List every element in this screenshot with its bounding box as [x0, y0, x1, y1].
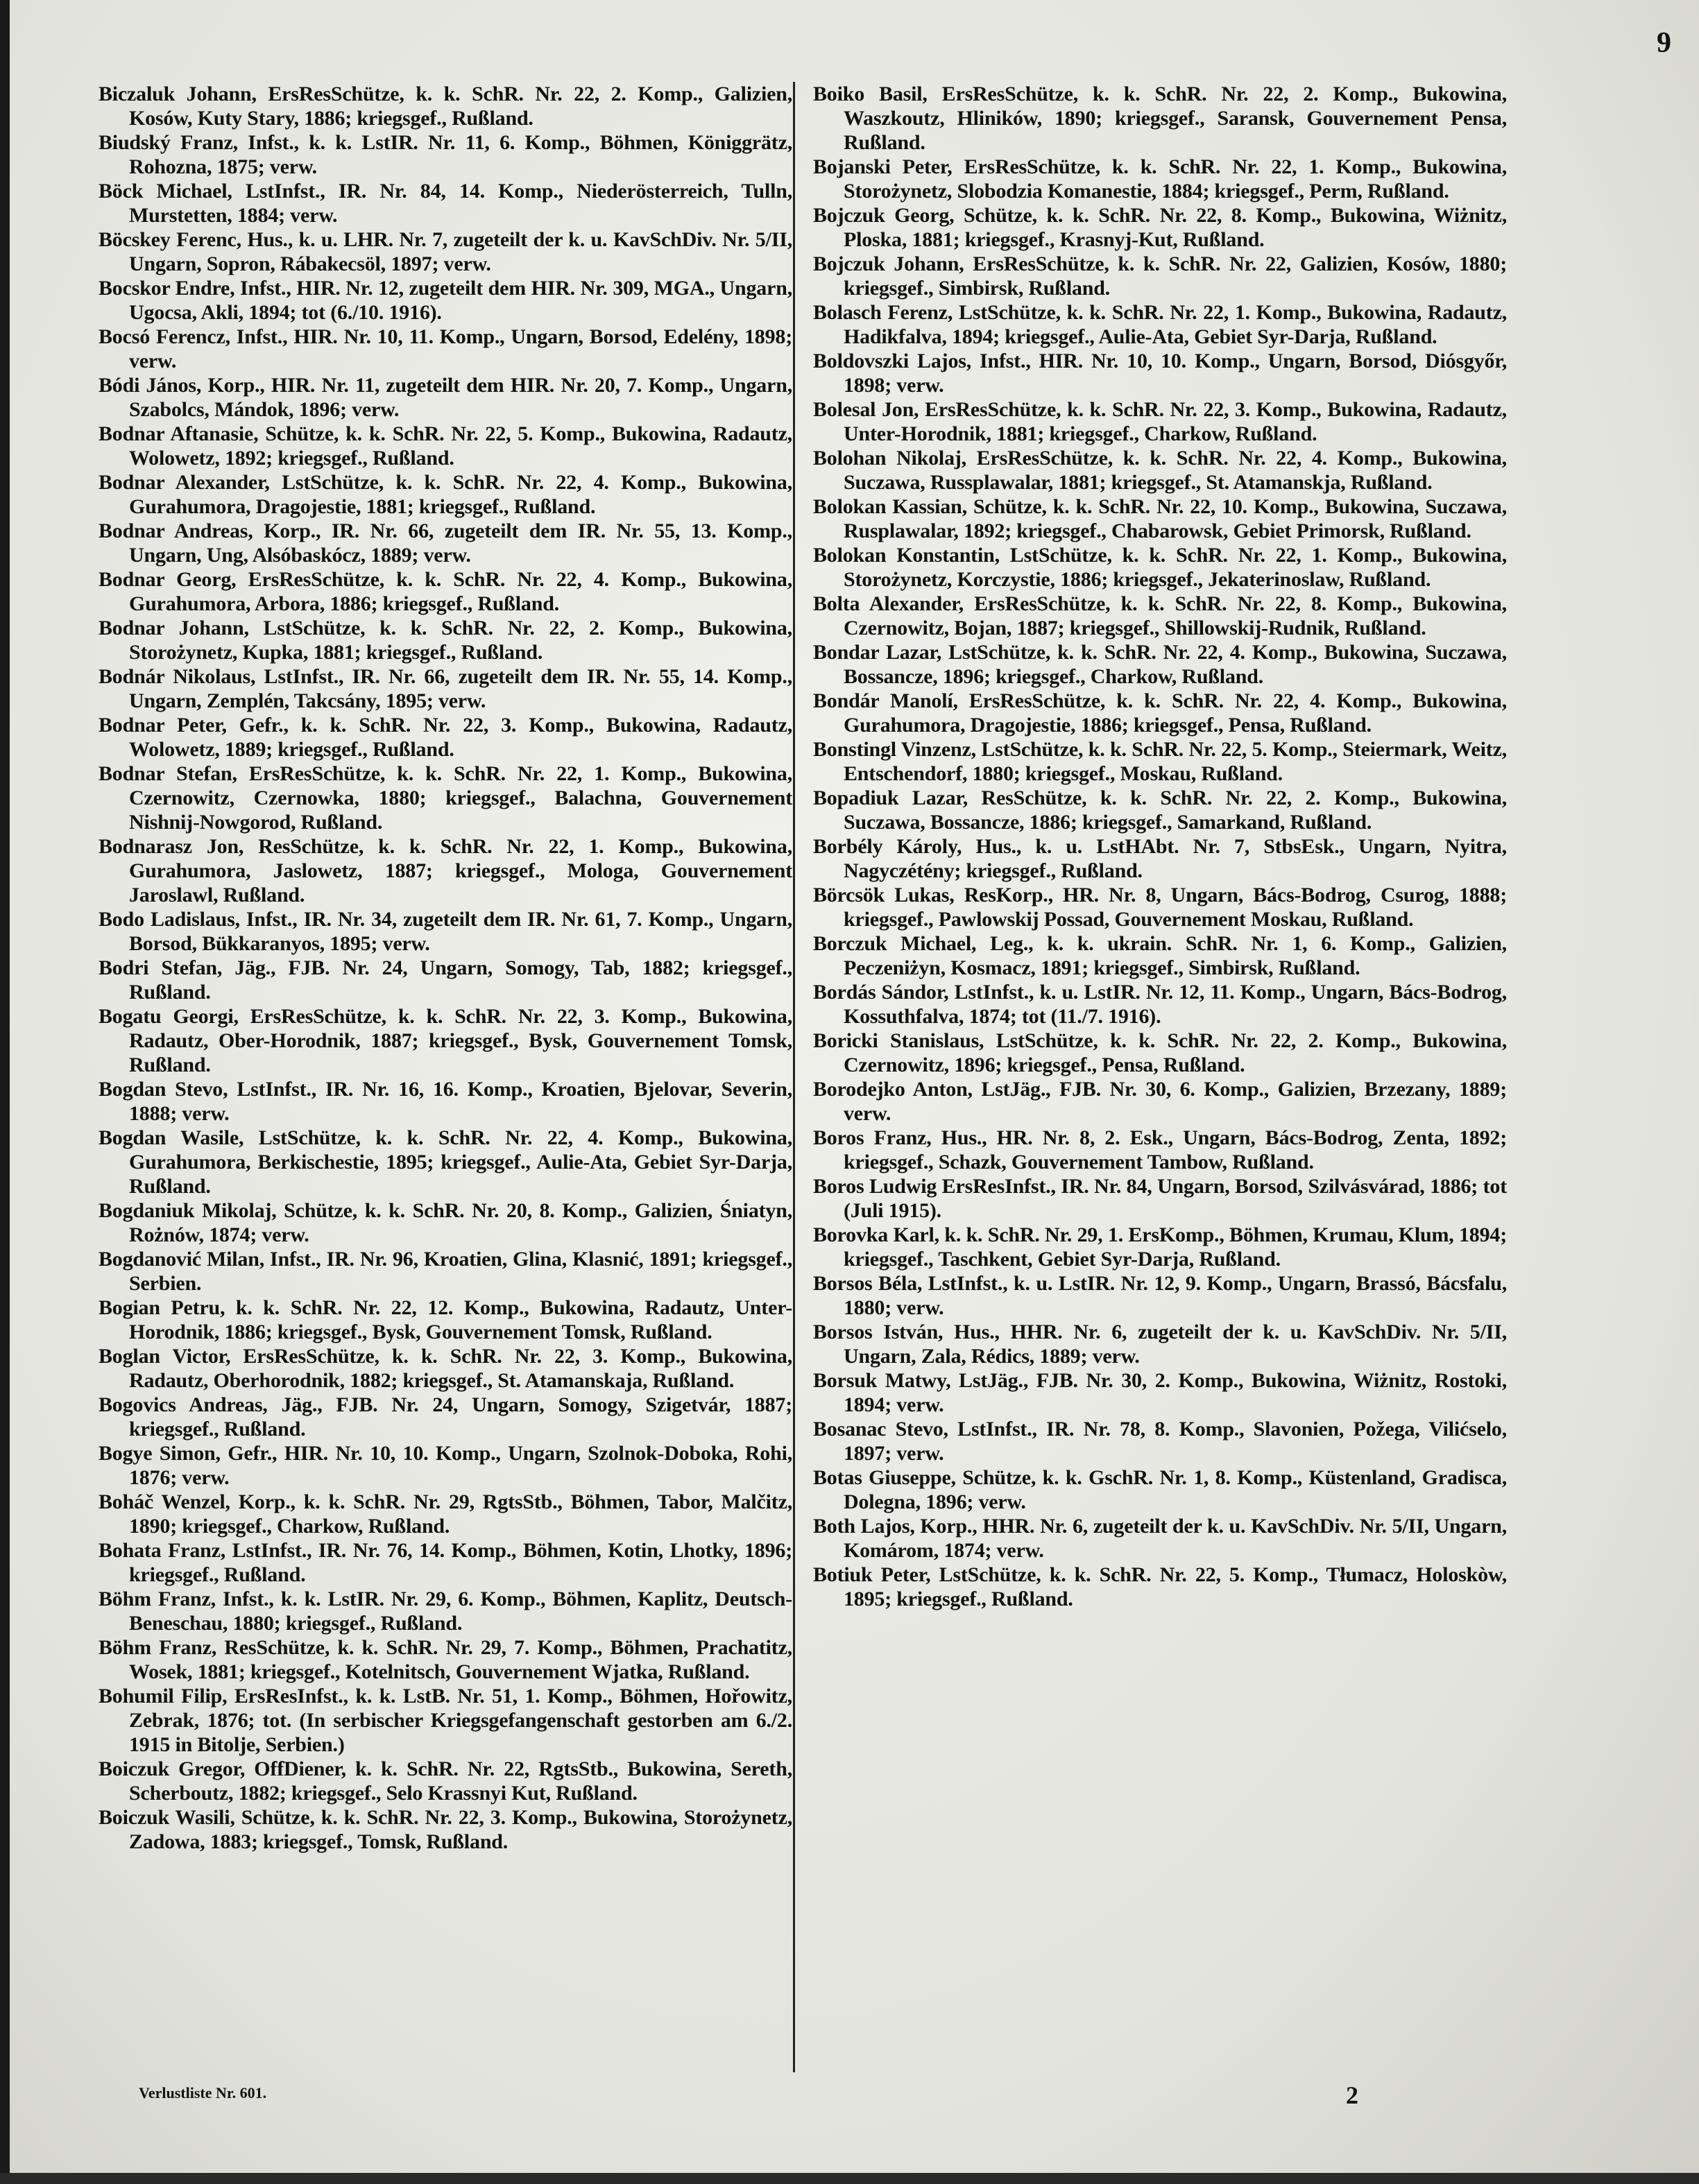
list-entry: Biczaluk Johann, ErsResSchütze, k. k. SchR. Nr. 22, 2. Komp., Galizien, Kosów, Kuty Stary, 1886; kriegsgef., Rußland. — [99, 83, 792, 130]
list-entry: Borsuk Matwy, LstJäg., FJB. Nr. 30, 2. Komp., Bukowina, Wiżnitz, Rostoki, 1894; verw. — [813, 1369, 1507, 1416]
right-column — [813, 82, 1507, 1611]
list-entry: Bodnar Peter, Gefr., k. k. SchR. Nr. 22, 3. Komp., Bukowina, Radautz, Wolowetz, 1889; kriegsgef., Rußland. — [99, 714, 792, 761]
list-entry: Bogdanović Milan, Infst., IR. Nr. 96, Kroatien, Glina, Klasnić, 1891; kriegsgef., Serbien. — [99, 1248, 792, 1295]
list-entry: Bojanski Peter, ErsResSchütze, k. k. SchR. Nr. 22, 1. Komp., Bukowina, Storożynetz, Slobodzia Komanestie, 1884; kriegsgef., Perm, Rußland. — [813, 155, 1507, 203]
footer-note: Verlustliste Nr. 601. — [139, 2084, 267, 2101]
list-entry: Bolta Alexander, ErsResSchütze, k. k. SchR. Nr. 22, 8. Komp., Bukowina, Czernowitz, Bojan, 1887; kriegsgef., Shillowskij-Rudnik, Rußland. — [813, 592, 1507, 639]
list-entry: Borodejko Anton, LstJäg., FJB. Nr. 30, 6. Komp., Galizien, Brzezany, 1889; verw. — [813, 1078, 1507, 1125]
list-entry: Boros Ludwig ErsResInfst., IR. Nr. 84, Ungarn, Borsod, Szilvásvárad, 1886; tot (Juli 1915). — [813, 1175, 1507, 1222]
list-entry: Börcsök Lukas, ResKorp., HR. Nr. 8, Ungarn, Bács-Bodrog, Csurog, 1888; kriegsgef., Pawlowskij Possad, Gouvernement Moskau, Rußland. — [813, 884, 1507, 931]
scan-left-edge — [0, 0, 10, 2184]
list-entry: Böcskey Ferenc, Hus., k. u. LHR. Nr. 7, zugeteilt der k. u. KavSchDiv. Nr. 5/II, Ungarn, Sopron, Rábakecsöl, 1897; verw. — [99, 228, 792, 275]
list-entry: Bopadiuk Lazar, ResSchütze, k. k. SchR. Nr. 22, 2. Komp., Bukowina, Suczawa, Bossancze, 1886; kriegsgef., Samarkand, Rußland. — [813, 786, 1507, 834]
list-entry: Bogovics Andreas, Jäg., FJB. Nr. 24, Ungarn, Somogy, Szigetvár, 1887; kriegsgef., Rußland. — [99, 1393, 792, 1441]
list-entry: Bolesal Jon, ErsResSchütze, k. k. SchR. Nr. 22, 3. Komp., Bukowina, Radautz, Unter-Horodnik, 1881; kriegsgef., Charkow, Rußland. — [813, 398, 1507, 445]
list-entry: Bodnar Georg, ErsResSchütze, k. k. SchR. Nr. 22, 4. Komp., Bukowina, Gurahumora, Arbora, 1886; kriegsgef., Rußland. — [99, 568, 792, 615]
page-number: 9 — [1657, 27, 1671, 59]
list-entry: Boricki Stanislaus, LstSchütze, k. k. SchR. Nr. 22, 2. Komp., Bukowina, Czernowitz, 1896; kriegsgef., Pensa, Rußland. — [813, 1029, 1507, 1076]
list-entry: Bódi János, Korp., HIR. Nr. 11, zugeteilt dem HIR. Nr. 20, 7. Komp., Ungarn, Szabolcs, Mándok, 1896; verw. — [99, 374, 792, 421]
list-entry: Bodnár Nikolaus, LstInfst., IR. Nr. 66, zugeteilt dem IR. Nr. 55, 14. Komp., Ungarn, Zemplén, Takcsány, 1895; verw. — [99, 665, 792, 712]
list-entry: Bogatu Georgi, ErsResSchütze, k. k. SchR. Nr. 22, 3. Komp., Bukowina, Radautz, Ober-Horodnik, 1887; kriegsgef., Bysk, Gouvernement Tomsk, Rußland. — [99, 1005, 792, 1076]
list-entry: Borsos Béla, LstInfst., k. u. LstIR. Nr. 12, 9. Komp., Ungarn, Brassó, Bácsfalu, 1880; verw. — [813, 1272, 1507, 1319]
list-entry: Bojczuk Georg, Schütze, k. k. SchR. Nr. 22, 8. Komp., Bukowina, Wiżnitz, Ploska, 1881; kriegsgef., Krasnyj-Kut, Rußland. — [813, 204, 1507, 251]
list-entry: Both Lajos, Korp., HHR. Nr. 6, zugeteilt der k. u. KavSchDiv. Nr. 5/II, Ungarn, Komárom, 1874; verw. — [813, 1515, 1507, 1562]
list-entry: Boglan Victor, ErsResSchütze, k. k. SchR. Nr. 22, 3. Komp., Bukowina, Radautz, Oberhorodnik, 1882; kriegsgef., St. Atamanskaja, Rußland. — [99, 1345, 792, 1392]
list-entry: Bolasch Ferenz, LstSchütze, k. k. SchR. Nr. 22, 1. Komp., Bukowina, Radautz, Hadikfalva, 1894; kriegsgef., Aulie-Ata, Gebiet Syr-Darja, Rußland. — [813, 301, 1507, 348]
list-entry: Bodnar Stefan, ErsResSchütze, k. k. SchR. Nr. 22, 1. Komp., Bukowina, Czernowitz, Czernowka, 1880; kriegsgef., Balachna, Gouvernement Nishnij-Nowgorod, Rußland. — [99, 762, 792, 834]
list-entry: Bonstingl Vinzenz, LstSchütze, k. k. SchR. Nr. 22, 5. Komp., Steiermark, Weitz, Entschendorf, 1880; kriegsgef., Moskau, Rußland. — [813, 738, 1507, 785]
list-entry: Boiczuk Gregor, OffDiener, k. k. SchR. Nr. 22, RgtsStb., Bukowina, Sereth, Scherboutz, 1882; kriegsgef., Selo Krassnyi Kut, Rußland. — [99, 1757, 792, 1805]
list-entry: Bodnar Johann, LstSchütze, k. k. SchR. Nr. 22, 2. Komp., Bukowina, Storożynetz, Kupka, 1881; kriegsgef., Rußland. — [99, 617, 792, 664]
list-entry: Boiczuk Wasili, Schütze, k. k. SchR. Nr. 22, 3. Komp., Bukowina, Storożynetz, Zadowa, 1883; kriegsgef., Tomsk, Rußland. — [99, 1806, 792, 1853]
list-entry: Bocsó Ferencz, Infst., HIR. Nr. 10, 11. Komp., Ungarn, Borsod, Edelény, 1898; verw. — [99, 325, 792, 372]
list-entry: Botas Giuseppe, Schütze, k. k. GschR. Nr. 1, 8. Komp., Küstenland, Gradisca, Dolegna, 1896; verw. — [813, 1466, 1507, 1513]
list-entry: Bodo Ladislaus, Infst., IR. Nr. 34, zugeteilt dem IR. Nr. 61, 7. Komp., Ungarn, Borsod, Bükkaranyos, 1895; verw. — [99, 908, 792, 955]
list-entry: Bodnarasz Jon, ResSchütze, k. k. SchR. Nr. 22, 1. Komp., Bukowina, Gurahumora, Jaslowetz, 1887; kriegsgef., Mologa, Gouvernement Jaroslawl, Rußland. — [99, 835, 792, 906]
list-entry: Borczuk Michael, Leg., k. k. ukrain. SchR. Nr. 1, 6. Komp., Galizien, Peczeniżyn, Kosmacz, 1891; kriegsgef., Simbirsk, Rußland. — [813, 932, 1507, 979]
list-entry: Boldovszki Lajos, Infst., HIR. Nr. 10, 10. Komp., Ungarn, Borsod, Diósgyőr, 1898; verw. — [813, 350, 1507, 397]
list-entry: Bordás Sándor, LstInfst., k. u. LstIR. Nr. 12, 11. Komp., Ungarn, Bács-Bodrog, Kossuthfalva, 1874; tot (11./7. 1916). — [813, 981, 1507, 1028]
list-entry: Bolokan Kassian, Schütze, k. k. SchR. Nr. 22, 10. Komp., Bukowina, Suczawa, Rusplawalar, 1892; kriegsgef., Chabarowsk, Gebiet Primorsk, Rußland. — [813, 495, 1507, 542]
list-entry: Borbély Károly, Hus., k. u. LstHAbt. Nr. 7, StbsEsk., Ungarn, Nyitra, Nagyczétény; kriegsgef., Rußland. — [813, 835, 1507, 882]
list-entry: Bohata Franz, LstInfst., IR. Nr. 76, 14. Komp., Böhmen, Kotin, Lhotky, 1896; kriegsgef., Rußland. — [99, 1539, 792, 1586]
list-entry: Böck Michael, LstInfst., IR. Nr. 84, 14. Komp., Niederösterreich, Tulln, Murstetten, 1884; verw. — [99, 180, 792, 227]
list-entry: Botiuk Peter, LstSchütze, k. k. SchR. Nr. 22, 5. Komp., Tłumacz, Holoskòw, 1895; kriegsgef., Rußland. — [813, 1563, 1507, 1610]
list-entry: Biudský Franz, Infst., k. k. LstIR. Nr. 11, 6. Komp., Böhmen, Königgrätz, Rohozna, 1875; verw. — [99, 131, 792, 178]
list-entry: Bocskor Endre, Infst., HIR. Nr. 12, zugeteilt dem HIR. Nr. 309, MGA., Ungarn, Ugocsa, Akli, 1894; tot (6./10. 1916). — [99, 277, 792, 324]
list-entry: Bogian Petru, k. k. SchR. Nr. 22, 12. Komp., Bukowina, Radautz, Unter-Horodnik, 1886; kriegsgef., Bysk, Gouvernement Tomsk, Rußland. — [99, 1296, 792, 1343]
list-entry: Bohumil Filip, ErsResInfst., k. k. LstB. Nr. 51, 1. Komp., Böhmen, Hořowitz, Zebrak, 1876; tot. (In serbischer Kriegsgefangenschaft gestorben am 6./2. 1915 in Bitolje, Serbien.) — [99, 1685, 792, 1756]
list-entry: Bogdan Stevo, LstInfst., IR. Nr. 16, 16. Komp., Kroatien, Bjelovar, Severin, 1888; verw. — [99, 1078, 792, 1125]
list-entry: Bogdaniuk Mikolaj, Schütze, k. k. SchR. Nr. 20, 8. Komp., Galizien, Śniatyn, Rożnów, 1874; verw. — [99, 1199, 792, 1246]
list-entry: Boros Franz, Hus., HR. Nr. 8, 2. Esk., Ungarn, Bács-Bodrog, Zenta, 1892; kriegsgef., Schazk, Gouvernement Tambow, Rußland. — [813, 1126, 1507, 1173]
list-entry: Bojczuk Johann, ErsResSchütze, k. k. SchR. Nr. 22, Galizien, Kosów, 1880; kriegsgef., Simbirsk, Rußland. — [813, 252, 1507, 300]
list-entry: Bodnar Alexander, LstSchütze, k. k. SchR. Nr. 22, 4. Komp., Bukowina, Gurahumora, Dragojestie, 1881; kriegsgef., Rußland. — [99, 471, 792, 518]
sheet-number: 2 — [1346, 2081, 1358, 2109]
list-entry: Borsos István, Hus., HHR. Nr. 6, zugeteilt der k. u. KavSchDiv. Nr. 5/II, Ungarn, Zala, Rédics, 1889; verw. — [813, 1321, 1507, 1368]
column-divider — [793, 82, 795, 2072]
list-entry: Bodnar Aftanasie, Schütze, k. k. SchR. Nr. 22, 5. Komp., Bukowina, Radautz, Wolowetz, 1892; kriegsgef., Rußland. — [99, 422, 792, 470]
list-entry: Bondar Lazar, LstSchütze, k. k. SchR. Nr. 22, 4. Komp., Bukowina, Suczawa, Bossancze, 1896; kriegsgef., Charkow, Rußland. — [813, 641, 1507, 688]
scan-bottom-edge — [0, 2173, 1699, 2184]
list-entry: Bondár Manolí, ErsResSchütze, k. k. SchR. Nr. 22, 4. Komp., Bukowina, Gurahumora, Dragojestie, 1886; kriegsgef., Pensa, Rußland. — [813, 689, 1507, 737]
list-entry: Bosanac Stevo, LstInfst., IR. Nr. 78, 8. Komp., Slavonien, Požega, Vilićselo, 1897; verw. — [813, 1418, 1507, 1465]
list-entry: Böhm Franz, ResSchütze, k. k. SchR. Nr. 29, 7. Komp., Böhmen, Prachatitz, Wosek, 1881; kriegsgef., Kotelnitsch, Gouvernement Wjatka, Rußland. — [99, 1636, 792, 1683]
list-entry: Borovka Karl, k. k. SchR. Nr. 29, 1. ErsKomp., Böhmen, Krumau, Klum, 1894; kriegsgef., Taschkent, Gebiet Syr-Darja, Rußland. — [813, 1223, 1507, 1271]
list-entry: Bodnar Andreas, Korp., IR. Nr. 66, zugeteilt dem IR. Nr. 55, 13. Komp., Ungarn, Ung, Alsóbaskócz, 1889; verw. — [99, 519, 792, 567]
list-entry: Bodri Stefan, Jäg., FJB. Nr. 24, Ungarn, Somogy, Tab, 1882; kriegsgef., Rußland. — [99, 956, 792, 1004]
list-entry: Bolohan Nikolaj, ErsResSchütze, k. k. SchR. Nr. 22, 4. Komp., Bukowina, Suczawa, Russplawalar, 1881; kriegsgef., St. Atamanskja, Rußland. — [813, 447, 1507, 494]
list-entry: Boiko Basil, ErsResSchütze, k. k. SchR. Nr. 22, 2. Komp., Bukowina, Waszkoutz, Hliników, 1890; kriegsgef., Saransk, Gouvernement Pensa, Rußland. — [813, 83, 1507, 154]
list-entry: Bolokan Konstantin, LstSchütze, k. k. SchR. Nr. 22, 1. Komp., Bukowina, Storożynetz, Korczystie, 1886; kriegsgef., Jekaterinoslaw, Rußland. — [813, 544, 1507, 591]
list-entry: Boháč Wenzel, Korp., k. k. SchR. Nr. 29, RgtsStb., Böhmen, Tabor, Malčitz, 1890; kriegsgef., Charkow, Rußland. — [99, 1490, 792, 1538]
left-column — [99, 82, 792, 1854]
list-entry: Bogdan Wasile, LstSchütze, k. k. SchR. Nr. 22, 4. Komp., Bukowina, Gurahumora, Berkischestie, 1895; kriegsgef., Aulie-Ata, Gebiet Syr-Darja, Rußland. — [99, 1126, 792, 1198]
list-entry: Bogye Simon, Gefr., HIR. Nr. 10, 10. Komp., Ungarn, Szolnok-Doboka, Rohi, 1876; verw. — [99, 1442, 792, 1489]
list-entry: Böhm Franz, Infst., k. k. LstIR. Nr. 29, 6. Komp., Böhmen, Kaplitz, Deutsch-Beneschau, 1880; kriegsgef., Rußland. — [99, 1588, 792, 1635]
